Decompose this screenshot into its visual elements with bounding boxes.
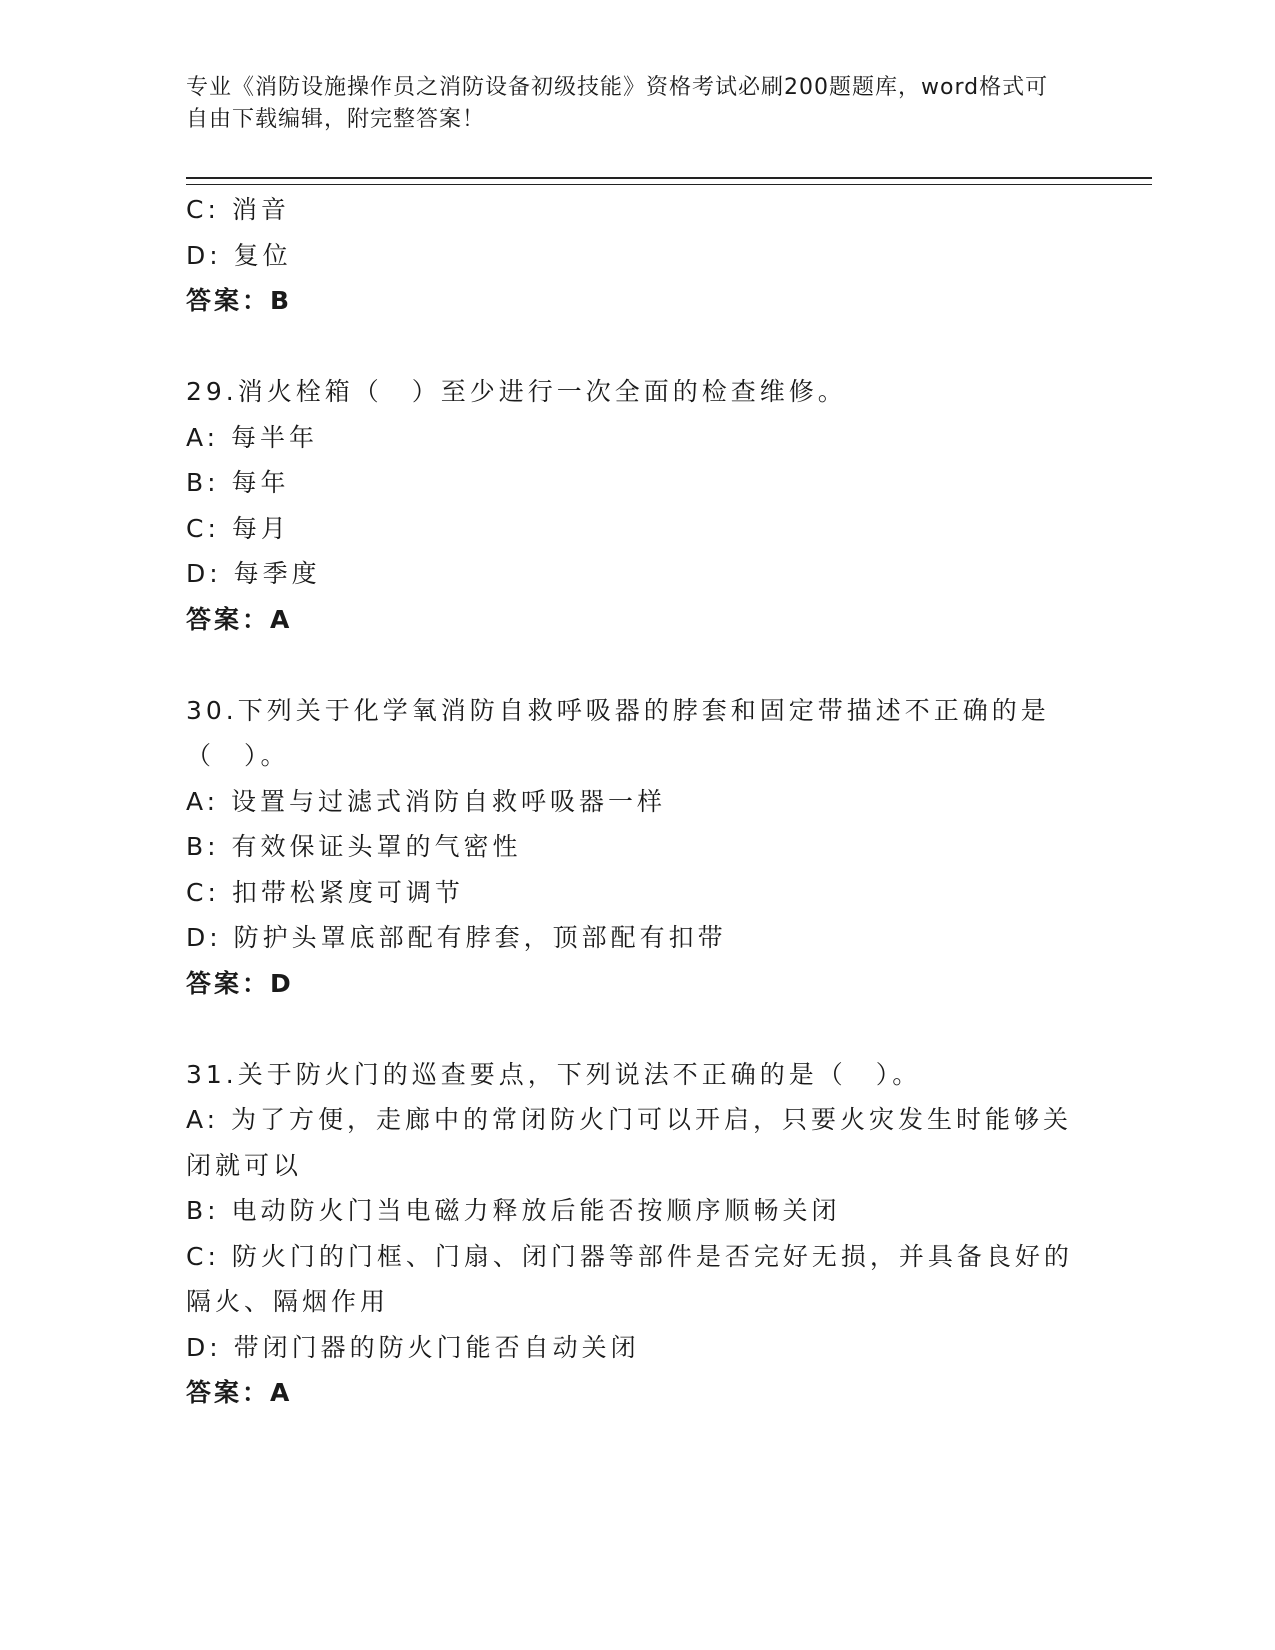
- question-stem: 30.下列关于化学氧消防自救呼吸器的脖套和固定带描述不正确的是（ ）。: [186, 695, 1050, 770]
- option-b: B: 电动防火门当电磁力释放后能否按顺序顺畅关闭: [186, 1196, 841, 1225]
- answer-label: 答案：A: [186, 604, 293, 634]
- option-d: D: 带闭门器的防火门能否自动关闭: [186, 1332, 640, 1362]
- answer-label: 答案：B: [186, 286, 293, 315]
- option-a: A: 为了方便，走廊中的常闭防火门可以开启，只要火灾发生时能够关闭就可以: [186, 1105, 1073, 1180]
- question-stem: 29.消火栓箱（ ）至少进行一次全面的检查维修。: [186, 377, 847, 406]
- spacer: [186, 324, 1076, 370]
- option-b: B: 每年: [186, 468, 290, 497]
- answer-label: 答案：D: [186, 968, 294, 998]
- question-block-30: [186, 688, 1076, 1007]
- option-c: C: 消音: [186, 195, 290, 224]
- option-c: C: 每月: [186, 513, 290, 543]
- option-d: D: 复位: [186, 240, 292, 270]
- question-list: [186, 187, 1076, 1416]
- header-divider: [186, 177, 1152, 185]
- answer-label: 答案：A: [186, 1378, 293, 1407]
- option-a: A: 设置与过滤式消防自救呼吸器一样: [186, 786, 667, 816]
- question-stem: 31.关于防火门的巡查要点，下列说法不正确的是（ ）。: [186, 1059, 922, 1089]
- spacer: [186, 1006, 1076, 1052]
- option-c: C: 防火门的门框、门扇、闭门器等部件是否完好无损，并具备良好的隔火、隔烟作用: [186, 1241, 1073, 1316]
- document-header: 专业《消防设施操作员之消防设备初级技能》资格考试必刷200题题库，word格式可自由下载编辑，附完整答案！: [186, 75, 1049, 132]
- option-d: D: 防护头罩底部配有脖套，顶部配有扣带: [186, 923, 727, 952]
- option-c: C: 扣带松紧度可调节: [186, 877, 464, 907]
- question-block-31: [186, 1052, 1076, 1416]
- spacer: [186, 642, 1076, 688]
- option-a: A: 每半年: [186, 422, 319, 452]
- question-block-28: [186, 187, 1076, 324]
- option-b: B: 有效保证头罩的气密性: [186, 832, 522, 861]
- question-block-29: [186, 369, 1076, 642]
- option-d: D: 每季度: [186, 559, 321, 588]
